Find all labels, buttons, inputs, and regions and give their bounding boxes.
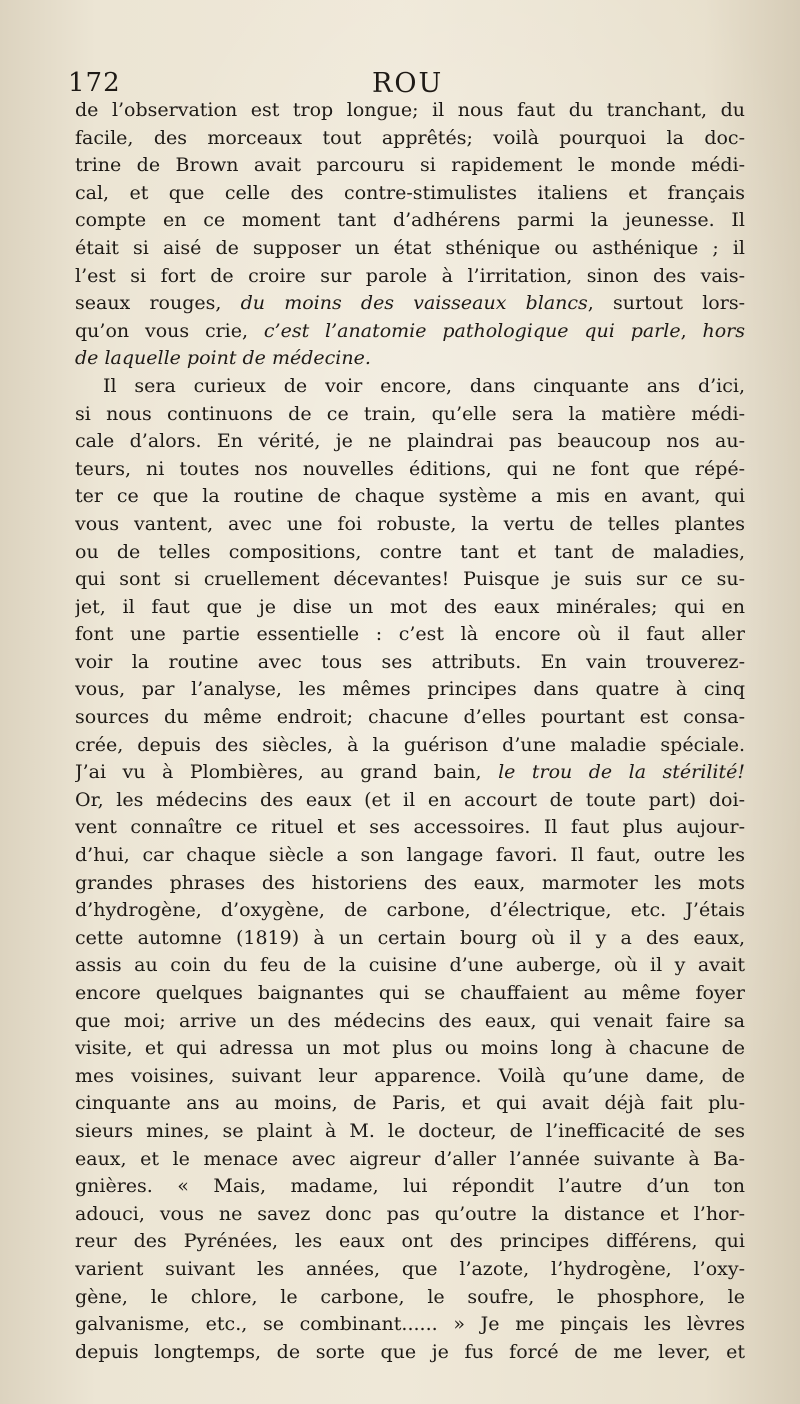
- text-run: d’hui, car chaque siècle a son langage favori. Il faut, outre les: [75, 844, 745, 867]
- running-head: ROU: [372, 68, 444, 99]
- text-line: [75, 290, 745, 318]
- text-line: [75, 152, 745, 180]
- text-line: [75, 539, 745, 567]
- text-line: [75, 1035, 745, 1063]
- text-run: trine de Brown avait parcouru si rapidement le monde médi-: [75, 154, 745, 177]
- text-line: [75, 373, 745, 401]
- page-header: [0, 64, 800, 100]
- text-line: [75, 125, 745, 153]
- text-run: , surtout lors-: [587, 292, 745, 315]
- text-run: compte en ce moment tant d’adhérens parmi la jeunesse. Il: [75, 209, 745, 232]
- text-run: mes voisines, suivant leur apparence. Voilà qu’une dame, de: [75, 1064, 745, 1087]
- text-line: [75, 594, 745, 622]
- italic-text: c’est l’anatomie pathologique qui parle: [263, 319, 681, 342]
- text-line: [75, 1063, 745, 1091]
- text-run: ter ce que la routine de chaque système a mis en avant, qui: [75, 485, 745, 508]
- body-text: [75, 97, 745, 1366]
- text-run: de l’observation est trop longue; il nous faut du tranchant, du: [75, 99, 745, 121]
- italic-text: de laquelle point de médecine.: [75, 347, 371, 370]
- text-line: [75, 566, 745, 594]
- text-run: J’ai vu à Plombières, au grand bain,: [75, 761, 499, 784]
- text-run: cette automne (1819) à un certain bourg où il y a des eaux,: [75, 926, 745, 949]
- text-line: [75, 1146, 745, 1174]
- text-line: [75, 759, 745, 787]
- text-run: gnières. « Mais, madame, lui répondit l’autre d’un ton: [75, 1175, 745, 1198]
- text-run: Il sera curieux de voir encore, dans cinquante ans d’ici,: [103, 374, 745, 397]
- text-line: [75, 318, 745, 346]
- text-line: [75, 1284, 745, 1312]
- text-line: [75, 649, 745, 677]
- text-line: [75, 345, 745, 373]
- text-line: [75, 621, 745, 649]
- text-line: [75, 787, 745, 815]
- text-run: qui sont si cruellement décevantes! Puisque je suis sur ce su-: [75, 568, 745, 591]
- text-run: ,: [680, 319, 703, 342]
- text-run: cale d’alors. En vérité, je ne plaindrai pas beaucoup nos au-: [75, 430, 745, 453]
- text-run: font une partie essentielle : c’est là encore où il faut aller: [75, 623, 745, 646]
- text-line: [75, 483, 745, 511]
- text-run: seaux rouges,: [75, 292, 241, 315]
- text-run: Or, les médecins des eaux (et il en accourt de toute part) doi-: [75, 788, 745, 811]
- text-line: [75, 676, 745, 704]
- text-run: vous vantent, avec une foi robuste, la vertu de telles plantes: [75, 512, 745, 535]
- text-run: visite, et qui adressa un mot plus ou moins long à chacune de: [75, 1037, 745, 1060]
- text-run: teurs, ni toutes nos nouvelles éditions, qui ne font que répé-: [75, 457, 745, 480]
- text-line: [75, 97, 745, 125]
- text-run: crée, depuis des siècles, à la guérison d’une maladie spéciale.: [75, 733, 745, 756]
- text-line: [75, 1339, 745, 1367]
- text-line: [75, 1118, 745, 1146]
- text-line: [75, 842, 745, 870]
- text-run: cal, et que celle des contre-stimulistes italiens et français: [75, 181, 745, 204]
- text-run: adouci, vous ne savez donc pas qu’outre la distance et l’hor-: [75, 1202, 745, 1225]
- italic-text: du moins des vaisseaux blancs: [240, 292, 588, 315]
- text-line: [75, 180, 745, 208]
- text-line: [75, 207, 745, 235]
- text-line: [75, 704, 745, 732]
- text-run: varient suivant les années, que l’azote, l’hydrogène, l’oxy-: [75, 1257, 745, 1280]
- text-line: [75, 814, 745, 842]
- text-run: facile, des morceaux tout apprêtés; voilà pourquoi la doc-: [75, 126, 745, 149]
- text-line: [75, 1008, 745, 1036]
- text-line: [75, 870, 745, 898]
- text-line: [75, 235, 745, 263]
- text-run: cinquante ans au moins, de Paris, et qui avait déjà fait plu-: [75, 1092, 745, 1115]
- text-run: jet, il faut que je dise un mot des eaux minérales; qui en: [75, 595, 745, 618]
- text-line: [75, 511, 745, 539]
- text-run: que moi; arrive un des médecins des eaux, qui venait faire sa: [75, 1009, 745, 1032]
- text-run: voir la routine avec tous ses attributs. En vain trouverez-: [75, 650, 745, 673]
- text-run: l’est si fort de croire sur parole à l’irritation, sinon des vais-: [75, 264, 745, 287]
- text-line: [75, 1256, 745, 1284]
- text-run: qu’on vous crie,: [75, 319, 264, 342]
- text-run: d’hydrogène, d’oxygène, de carbone, d’électrique, etc. J’étais: [75, 899, 745, 922]
- text-run: reur des Pyrénées, les eaux ont des principes différens, qui: [75, 1230, 745, 1253]
- text-run: était si aisé de supposer un état sthénique ou asthénique ; il: [75, 236, 745, 259]
- text-run: vous, par l’analyse, les mêmes principes dans quatre à cinq: [75, 678, 745, 701]
- text-run: si nous continuons de ce train, qu’elle sera la matière médi-: [75, 402, 745, 425]
- text-line: [75, 925, 745, 953]
- text-run: assis au coin du feu de la cuisine d’une auberge, où il y avait: [75, 954, 745, 977]
- text-line: [75, 732, 745, 760]
- text-line: [75, 1228, 745, 1256]
- text-run: sources du même endroit; chacune d’elles pourtant est consa-: [75, 706, 745, 729]
- text-run: ou de telles compositions, contre tant et tant de maladies,: [75, 540, 745, 563]
- text-run: galvanisme, etc., se combinant...... » Je me pinçais les lèvres: [75, 1313, 745, 1336]
- text-line: [75, 456, 745, 484]
- text-line: [75, 263, 745, 291]
- text-line: [75, 1090, 745, 1118]
- text-run: gène, le chlore, le carbone, le soufre, le phosphore, le: [75, 1285, 745, 1308]
- text-line: [75, 1311, 745, 1339]
- page-number: 172: [68, 68, 121, 98]
- text-line: [75, 401, 745, 429]
- text-line: [75, 952, 745, 980]
- text-line: [75, 1173, 745, 1201]
- text-line: [75, 1201, 745, 1229]
- text-run: grandes phrases des historiens des eaux, marmoter les mots: [75, 871, 745, 894]
- text-run: eaux, et le menace avec aigreur d’aller l’année suivante à Ba-: [75, 1147, 745, 1170]
- text-line: [75, 428, 745, 456]
- italic-text: le trou de la stérilité!: [498, 761, 745, 784]
- text-run: sieurs mines, se plaint à M. le docteur, de l’inefficacité de ses: [75, 1119, 745, 1142]
- text-line: [75, 897, 745, 925]
- text-line: [75, 980, 745, 1008]
- italic-text: hors: [702, 319, 745, 342]
- text-run: encore quelques baignantes qui se chauffaient au même foyer: [75, 982, 745, 1004]
- text-run: depuis longtemps, de sorte que je fus forcé de me lever, et: [75, 1340, 745, 1363]
- text-run: vent connaître ce rituel et ses accessoires. Il faut plus aujour-: [75, 816, 745, 839]
